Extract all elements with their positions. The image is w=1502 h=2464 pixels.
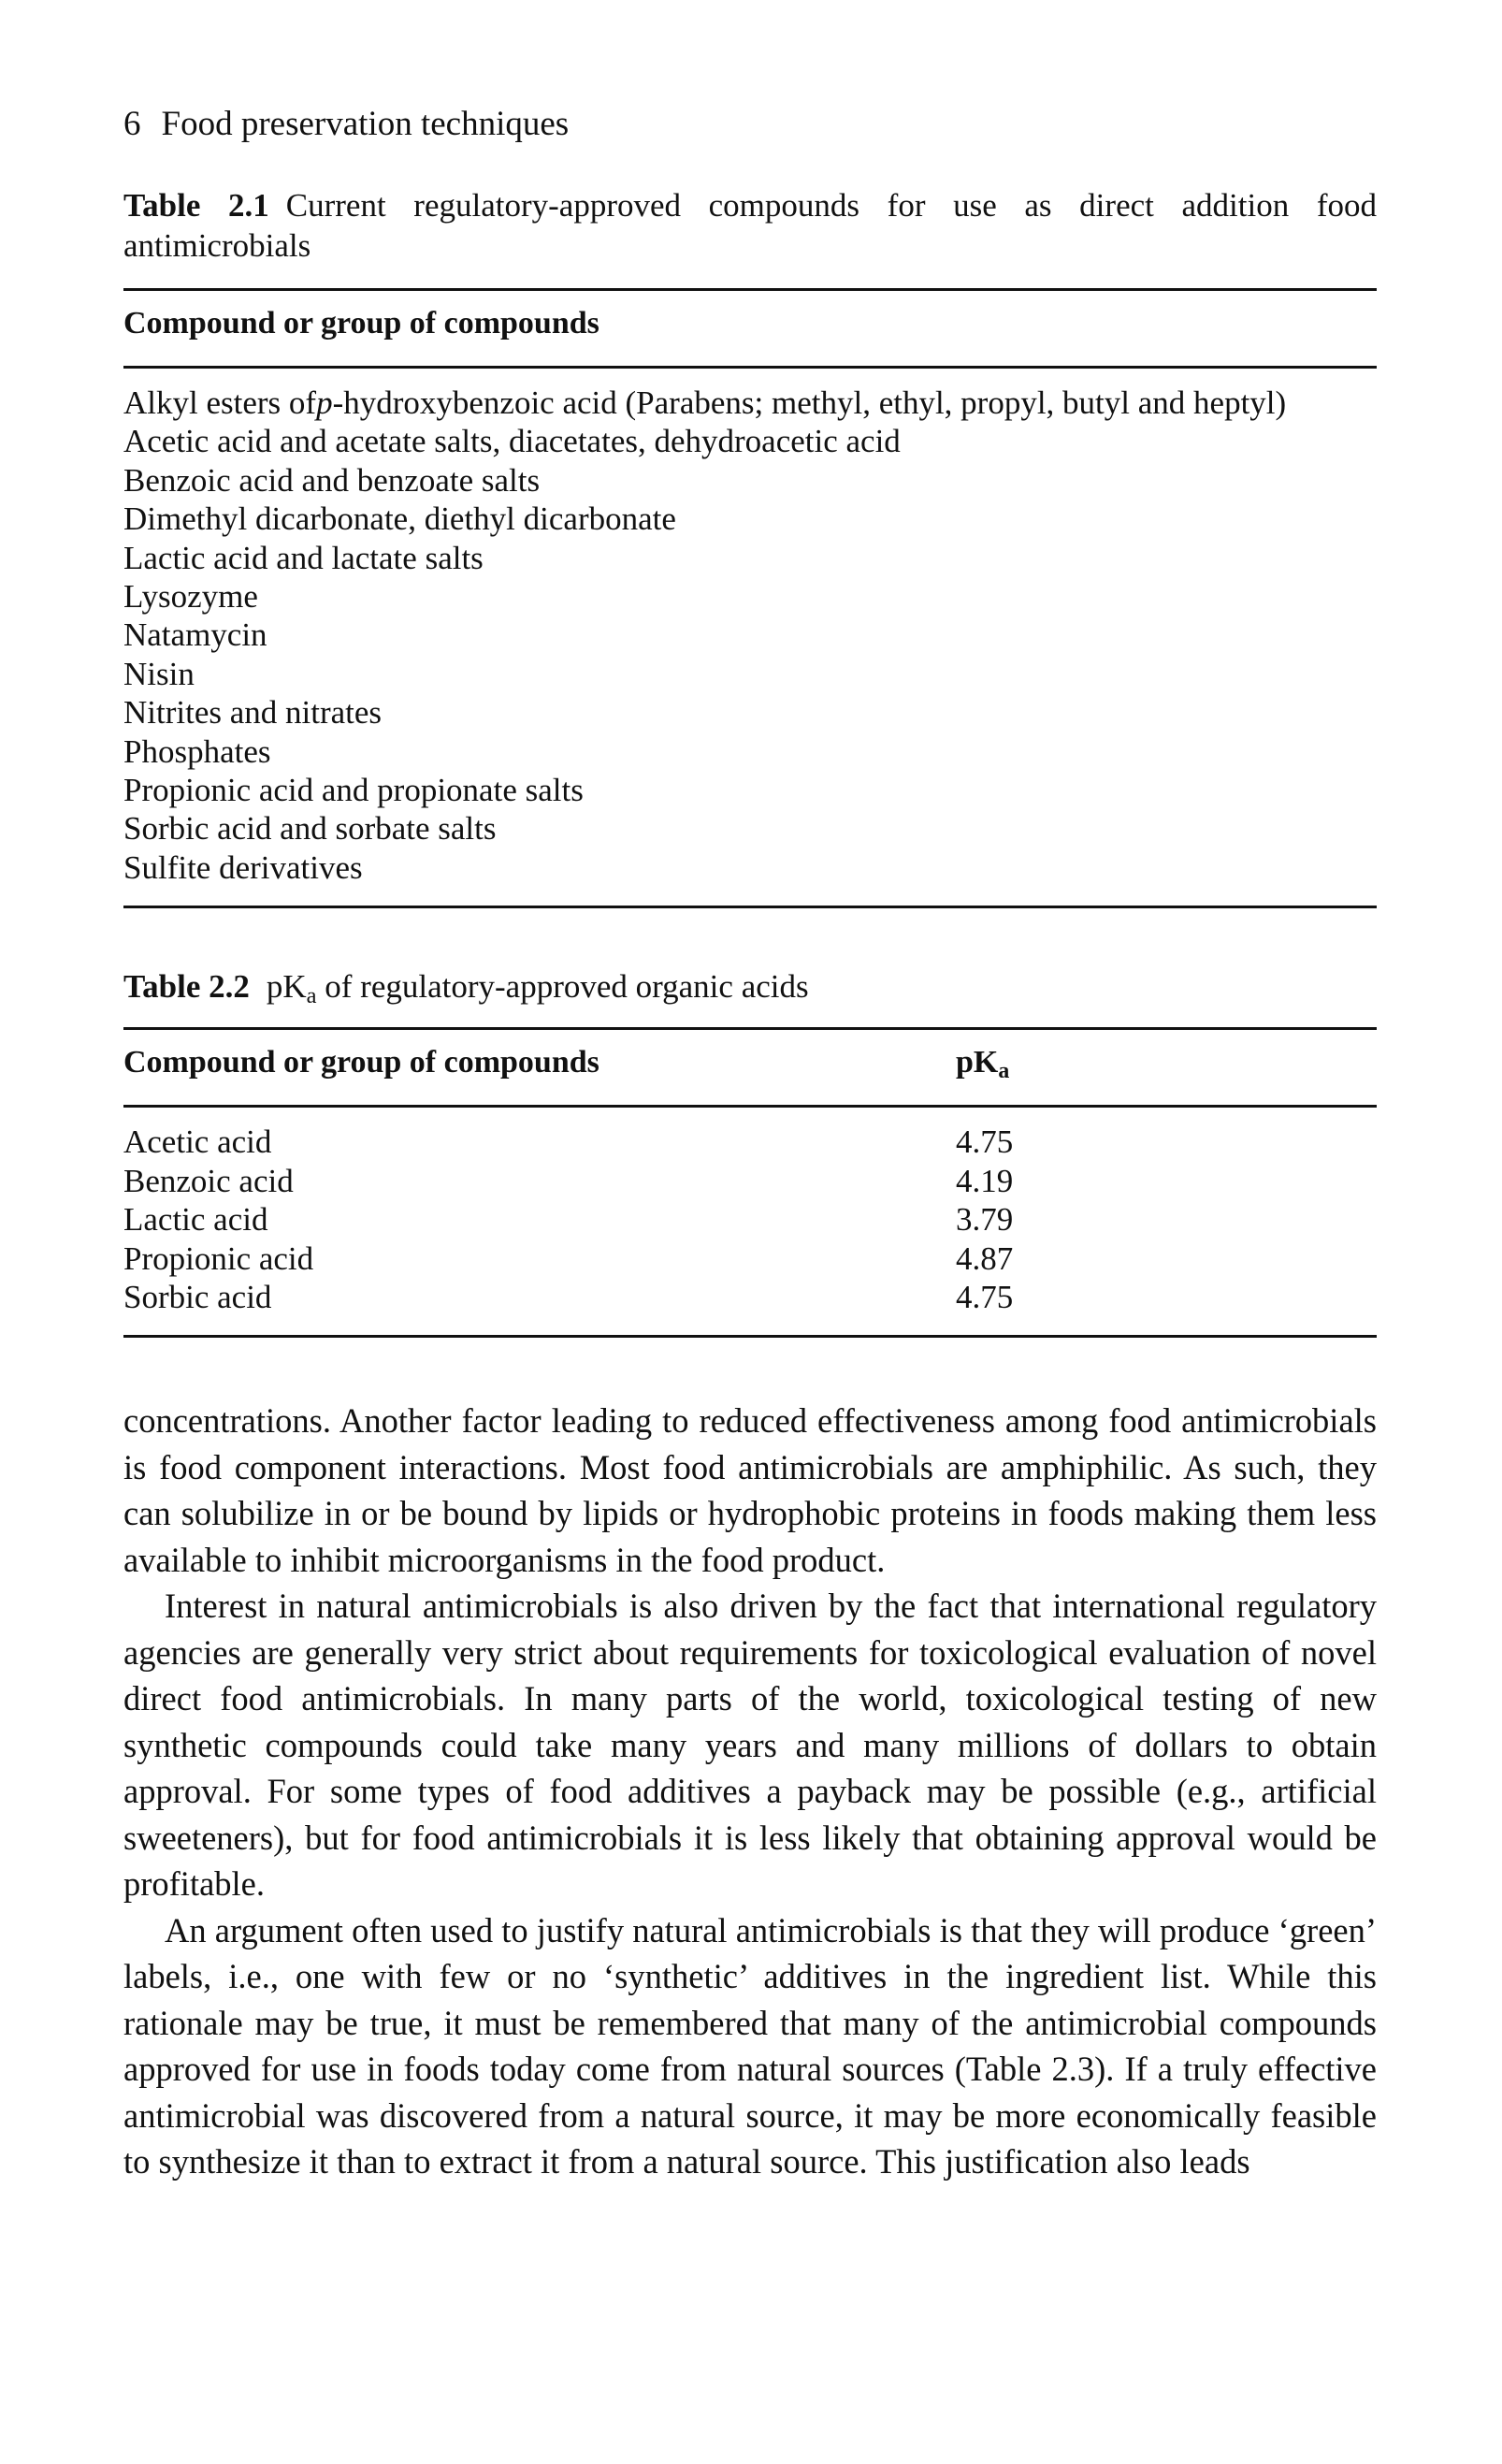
table-row xyxy=(123,1200,1377,1239)
table-2-1-cell: Nisin xyxy=(123,655,195,692)
pka-cell: 4.87 xyxy=(956,1239,1014,1277)
table-2-2-caption xyxy=(123,966,1377,1007)
table-2-1-cell: Nitrites and nitrates xyxy=(123,694,383,732)
table-row xyxy=(123,1278,1377,1316)
table-2-1-cell: Sorbic acid and sorbate salts xyxy=(123,810,497,848)
table-2-1-cell: Phosphates xyxy=(123,732,271,770)
table-2-1-cell: Benzoic acid and benzoate salts xyxy=(123,461,541,499)
table-row xyxy=(123,500,1377,538)
running-head xyxy=(123,103,1377,146)
body-paragraph: An argument often used to justify natural antimicrobials is that they will produce ‘green’ labels, i.e., one with few or no ‘synthetic’ additives in the ingredient list. While this rationale may be true, it must be remembered that many of the antimicrobial compounds approved for use in foods today come from natural sources (Table 2.3). If a truly effective antimicrobial was discovered from a natural source, it may be more economically feasible to synthesize it than to extract it from a natural source. This justification also leads xyxy=(123,1910,1377,2181)
pka-cell: 4.75 xyxy=(956,1278,1014,1315)
table-2-1-header-compound: Compound or group of compounds xyxy=(123,306,599,341)
table-row xyxy=(123,848,1377,887)
table-2-1-row-1-post: -hydroxybenzoic acid (Parabens; methyl, ethyl, propyl, butyl and heptyl) xyxy=(332,384,1287,421)
table-2-1-cell: Lysozyme xyxy=(123,578,258,616)
body-paragraph: concentrations. Another factor leading to reduced effectiveness among food antimicrobials is food component interactions. Most food antimicrobials are amphiphilic. As such, they can solubilize in or be bound by lipids or hydrophobic proteins in foods making them less available to inhibit microorganisms in the food product. xyxy=(123,1401,1377,1579)
table-row xyxy=(123,1162,1377,1200)
document-page xyxy=(123,103,1377,2185)
table-2-1-caption xyxy=(123,185,1377,266)
body-paragraph: Interest in natural antimicrobials is also driven by the fact that international regulatory agencies are generally very strict about requirements for toxicological evaluation of novel direct food antimicrobials. In many parts of the world, toxicological testing of new synthetic compounds could take many years and many millions of dollars to obtain approval. For some types of food additives a payback may be possible (e.g., artificial sweeteners), but for food antimicrobials it is less likely that obtaining approval would be profitable. xyxy=(123,1587,1377,1904)
table-row xyxy=(123,771,1377,809)
table-2-2-label: Table 2.2 xyxy=(123,968,250,1006)
table-row xyxy=(123,1239,1377,1278)
table-2-1-cell: Sulfite derivatives xyxy=(123,848,363,886)
table-2-1-body xyxy=(123,369,1377,906)
table-row xyxy=(123,422,1377,460)
table-2-2-caption-sub: a xyxy=(306,983,317,1009)
table-2-1 xyxy=(123,185,1377,908)
table-row xyxy=(123,1123,1377,1161)
table-row xyxy=(123,809,1377,848)
table-2-1-header-row xyxy=(123,291,1377,366)
table-row xyxy=(123,693,1377,732)
table-2-2-header-pka-sub: a xyxy=(998,1059,1010,1084)
table-row xyxy=(123,616,1377,654)
pka-cell: 4.19 xyxy=(956,1162,1014,1199)
table-2-1-label: Table 2.1 xyxy=(123,187,269,224)
table-2-1-caption-text: Current regulatory-approved compounds for use as direct addition food antimicrobials xyxy=(123,187,1377,264)
table-2-1-cell: Acetic acid and acetate salts, diacetates, dehydroacetic acid xyxy=(123,423,901,460)
table-2-2 xyxy=(123,966,1377,1338)
table-2-2-caption-pk: pK xyxy=(266,968,307,1006)
table-2-2-header-pka-main: pK xyxy=(956,1045,999,1080)
table-2-2-bottom-rule xyxy=(123,1335,1377,1338)
compound-cell: Sorbic acid xyxy=(123,1278,272,1315)
table-2-2-header-compound: Compound or group of compounds xyxy=(123,1045,599,1080)
table-2-1-cell: Natamycin xyxy=(123,616,267,654)
page-number: 6 xyxy=(123,105,141,143)
table-row xyxy=(123,539,1377,577)
compound-cell: Lactic acid xyxy=(123,1201,268,1239)
running-head-title: Food preservation techniques xyxy=(161,105,570,143)
table-row xyxy=(123,461,1377,500)
table-2-1-cell: Propionic acid and propionate salts xyxy=(123,772,584,809)
table-2-2-header-row xyxy=(123,1030,1377,1105)
table-2-1-cell: Dimethyl dicarbonate, diethyl dicarbonate xyxy=(123,500,676,538)
table-2-2-caption-rest: of regulatory-approved organic acids xyxy=(316,968,809,1006)
table-row xyxy=(123,732,1377,771)
pka-cell: 4.75 xyxy=(956,1123,1014,1161)
table-2-1-cell: Lactic acid and lactate salts xyxy=(123,539,484,576)
table-2-2-body xyxy=(123,1108,1377,1335)
table-row xyxy=(123,655,1377,693)
table-2-2-header-pka xyxy=(956,1043,1377,1082)
table-2-1-bottom-rule xyxy=(123,906,1377,908)
body-text xyxy=(123,1398,1377,2185)
table-2-1-row-1-pre: Alkyl esters of xyxy=(123,384,317,421)
table-2-1-row-1-italic: p xyxy=(316,384,333,421)
table-row xyxy=(123,577,1377,616)
table-row xyxy=(123,384,1377,422)
compound-cell: Acetic acid xyxy=(123,1123,272,1161)
pka-cell: 3.79 xyxy=(956,1201,1014,1239)
compound-cell: Benzoic acid xyxy=(123,1162,294,1199)
compound-cell: Propionic acid xyxy=(123,1239,314,1277)
